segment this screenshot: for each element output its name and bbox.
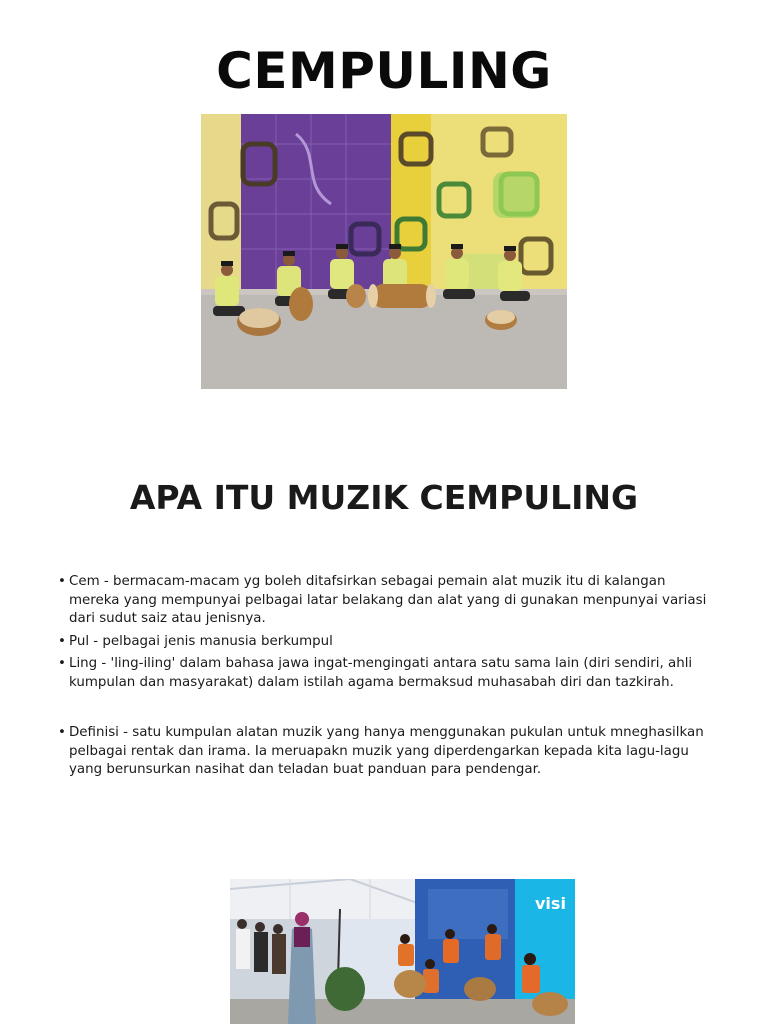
- bullet-list: [58, 724, 718, 784]
- bullet-item: • Pul - pelbagai jenis manusia berkumpul: [58, 633, 718, 652]
- banner-text: visi: [535, 894, 566, 913]
- bullet-list: [58, 573, 718, 696]
- bullet-item: • Ling - 'ling-iling' dalam bahasa jawa ingat-mengingati antara satu sama lain (diri sendiri, ahli kumpulan dan masyarakat) dalam istilah agama bermaksud muhasabah diri dan tazkirah.: [58, 655, 718, 692]
- cempuling-performers-photo: [201, 114, 567, 389]
- bullet-item: • Cem - bermacam-macam yg boleh ditafsirkan sebagai pemain alat muzik itu di kalangan mereka yang mempunyai pelbagai latar belakang dan alat yang di gunakan menpunyai variasi dari sudut saiz atau jenisnya.: [58, 573, 718, 629]
- cempuling-event-photo: [230, 879, 575, 1024]
- bullet-item: • Definisi - satu kumpulan alatan muzik yang hanya menggunakan pukulan untuk mneghasilkan pelbagai rentak dan irama. Ia meruapakn muzik yang diperdengarkan kepada kita lagu-lagu yang berunsurkan nasihat dan teladan buat panduan para pendengar.: [58, 724, 718, 780]
- slide-title: APA ITU MUZIK CEMPULING: [129, 478, 639, 517]
- slide-title: CEMPULING: [216, 42, 552, 100]
